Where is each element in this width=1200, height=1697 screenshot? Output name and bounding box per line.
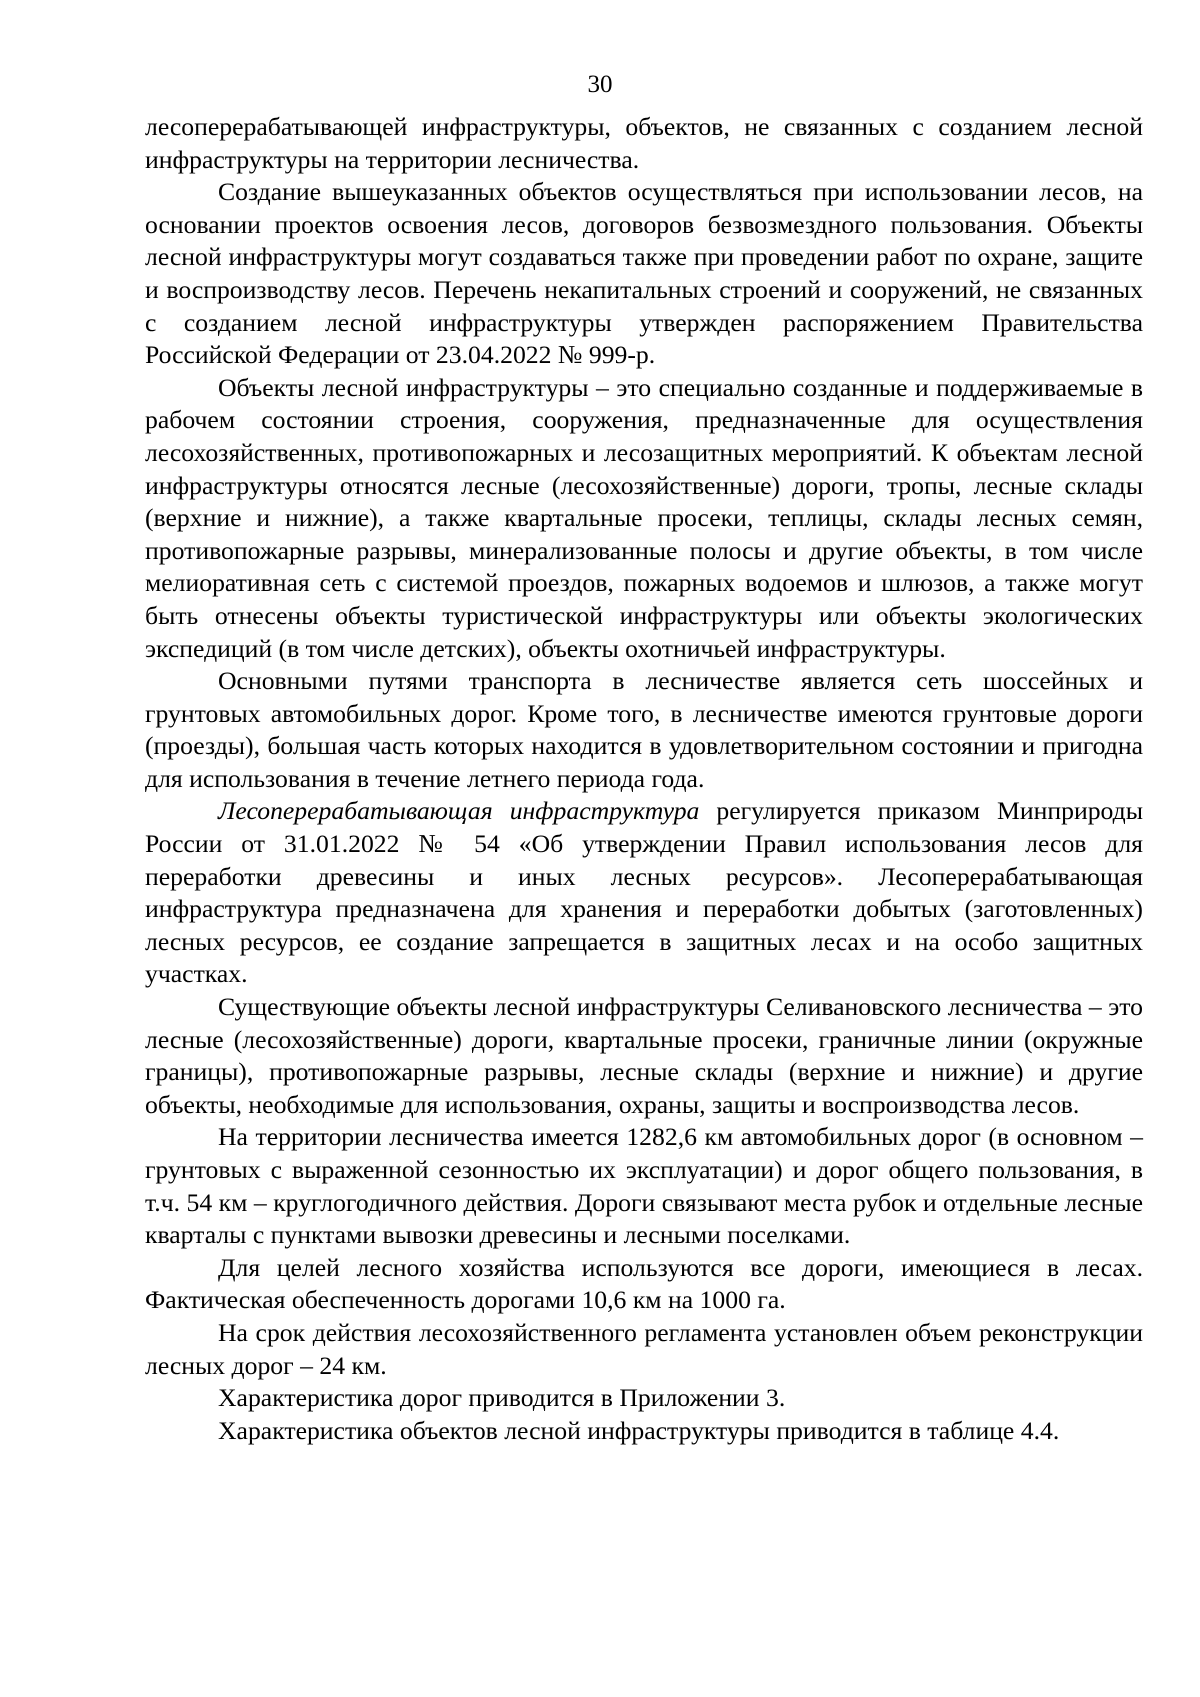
document-body: [145, 111, 1143, 1447]
paragraph: Характеристика дорог приводится в Приложении 3.: [218, 1383, 786, 1413]
paragraph-text: регулируется приказом Минприроды России от 31.01.2022 № 54 «Об утверждении Правил использования лесов для переработки древесины и иных лесных ресурсов». Лесоперерабатывающая инфраструктура предназначена для хранения и переработки добытых (заготовленных) лесных ресурсов, ее создание запрещается в защитных лесах и на особо защитных участках.: [145, 796, 1143, 989]
paragraph: лесоперерабатывающей инфраструктуры, объектов, не связанных с созданием лесной инфраструктуры на территории лесничества.: [145, 112, 1143, 174]
paragraph: На срок действия лесохозяйственного регламента установлен объем реконструкции лесных дорог – 24 км.: [145, 1317, 1143, 1380]
paragraph: Существующие объекты лесной инфраструктуры Селивановского лесничества – это лесные (лесохозяйственные) дороги, квартальные просеки, граничные линии (окружные границы), противопожарные разрывы, лесные склады (верхние и нижние) и другие объекты, необходимые для использования, охраны, защиты и воспроизводства лесов.: [145, 992, 1143, 1119]
italic-term: Лесоперерабатывающая инфраструктура: [218, 796, 700, 826]
paragraph: Объекты лесной инфраструктуры – это специально созданные и поддерживаемые в рабочем состоянии строения, сооружения, предназначенные для осуществления лесохозяйственных, противопожарных и лесозащитных мероприятий. К объектам лесной инфраструктуры относятся лесные (лесохозяйственные) дороги, тропы, лесные склады (верхние и нижние), а также квартальные просеки, теплицы, склады лесных семян, противопожарные разрывы, минерализованные полосы и другие объекты, в том числе мелиоративная сеть с системой проездов, пожарных водоемов и шлюзов, а также могут быть отнесены объекты туристической инфраструктуры или объекты экологических экспедиций (в том числе детских), объекты охотничьей инфраструктуры.: [145, 372, 1143, 663]
paragraph: Создание вышеуказанных объектов осуществляться при использовании лесов, на основании проектов освоения лесов, договоров безвозмездного пользования. Объекты лесной инфраструктуры могут создаваться также при проведении работ по охране, защите и воспроизводству лесов. Перечень некапитальных строений и сооружений, не связанных с созданием лесной инфраструктуры утвержден распоряжением Правительства Российской Федерации от 23.04.2022 № 999-р.: [145, 177, 1143, 370]
paragraph: Характеристика объектов лесной инфраструктуры приводится в таблице 4.4.: [218, 1415, 1060, 1445]
paragraph: Для целей лесного хозяйства используются все дороги, имеющиеся в лесах. Фактическая обеспеченность дорогами 10,6 км на 1000 га.: [145, 1252, 1143, 1315]
paragraph: [145, 795, 1143, 991]
paragraph: На территории лесничества имеется 1282,6 км автомобильных дорог (в основном – грунтовых с выраженной сезонностью их эксплуатации) и дорог общего пользования, в т.ч. 54 км – круглогодичного действия. Дороги связывают места рубок и отдельные лесные кварталы с пунктами вывозки древесины и лесными поселками.: [145, 1122, 1143, 1250]
paragraph: Основными путями транспорта в лесничестве является сеть шоссейных и грунтовых автомобильных дорог. Кроме того, в лесничестве имеются грунтовые дороги (проезды), большая часть которых находится в удовлетворительном состоянии и пригодна для использования в течение летнего периода года.: [145, 666, 1143, 793]
page-number: 30: [587, 71, 613, 98]
